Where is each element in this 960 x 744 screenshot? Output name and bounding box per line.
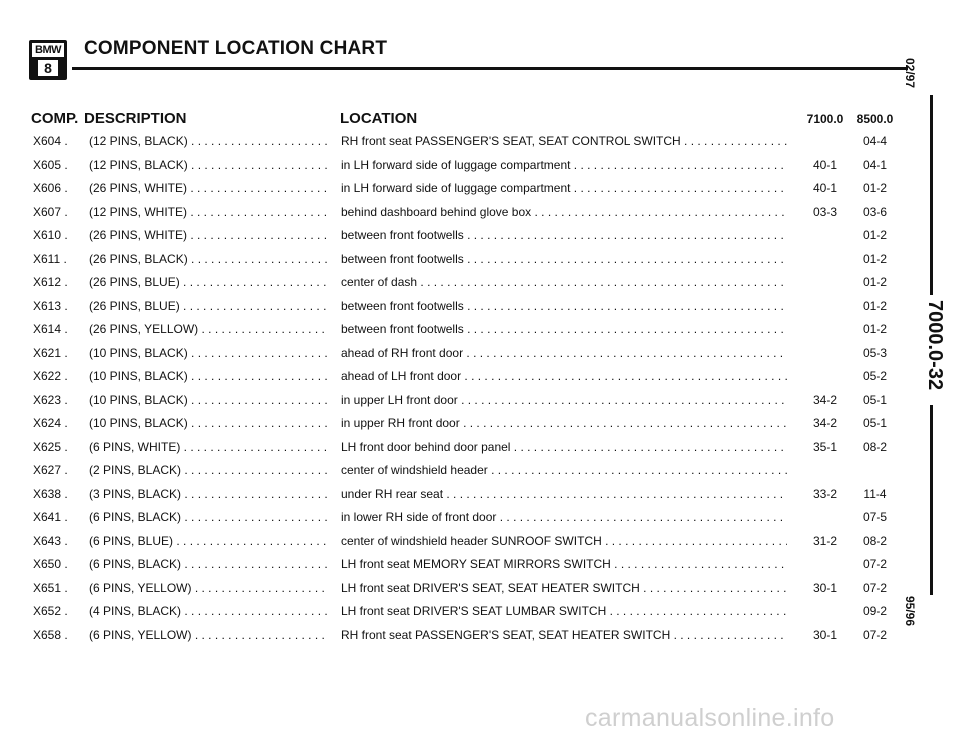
cell-7100: 31-2 [812, 533, 838, 548]
column-header-location: LOCATION [340, 110, 418, 127]
table-row [0, 577, 910, 601]
cell-comp: X625 . [33, 439, 68, 454]
table-row [0, 530, 910, 554]
column-header-comp: COMP. [31, 110, 79, 127]
table-row [0, 436, 910, 460]
cell-comp: X613 . [33, 298, 68, 313]
cell-7100: 40-1 [812, 157, 838, 172]
cell-8500: 05-1 [862, 416, 888, 430]
cell-location: between front footwells . . . [341, 224, 787, 248]
cell-8500: 05-2 [862, 369, 888, 383]
cell-comp: X611 . [33, 251, 67, 266]
cell-comp: X641 . [33, 510, 68, 524]
table-row [0, 295, 910, 319]
cell-location: RH front seat PASSENGER'S SEAT, SEAT HEATER SWITCH . . . [341, 624, 787, 648]
cell-8500: 04-4 [862, 134, 888, 148]
table-row [0, 506, 910, 530]
cell-location: ahead of RH front door . . . [341, 342, 787, 366]
cell-location: ahead of LH front door . . . [341, 365, 787, 389]
cell-8500: 11-4 [863, 486, 887, 501]
side-date-top: 02/97 [903, 58, 917, 89]
cell-comp: X607 . [33, 204, 68, 219]
cell-location: LH front seat DRIVER'S SEAT LUMBAR SWITCH . . . [341, 600, 787, 624]
table-row [0, 483, 910, 507]
cell-location: behind dashboard behind glove box . . . [341, 201, 787, 225]
cell-comp: X652 . [33, 604, 68, 618]
cell-description: (6 PINS, WHITE) . . . [89, 436, 329, 460]
cell-description: (10 PINS, BLACK) . . . [89, 389, 329, 413]
cell-8500: 05-1 [862, 392, 888, 407]
cell-location: in lower RH side of front door . . . [341, 506, 787, 530]
cell-comp: X650 . [33, 557, 68, 571]
bmw-logo [29, 40, 67, 80]
cell-7100: 40-1 [812, 181, 838, 195]
cell-description: (12 PINS, BLACK) . . . [89, 130, 329, 154]
cell-8500: 07-2 [862, 580, 888, 595]
table-row [0, 412, 910, 436]
cell-8500: 01-2 [862, 228, 888, 242]
side-date-bottom: 95/96 [903, 596, 917, 627]
cell-location: between front footwells . . . [341, 248, 787, 272]
cell-comp: X638 . [33, 486, 68, 501]
cell-7100: 34-2 [812, 416, 838, 430]
side-section-number: 7000.0-32 [924, 300, 946, 391]
cell-8500: 08-2 [862, 533, 888, 548]
table-row [0, 553, 910, 577]
cell-description: (10 PINS, BLACK) . . . [89, 342, 329, 366]
cell-description: (6 PINS, YELLOW) . . . [89, 577, 329, 601]
cell-location: in LH forward side of luggage compartment . . . [341, 177, 787, 201]
cell-8500: 08-2 [862, 439, 888, 454]
cell-location: between front footwells . . . [341, 295, 787, 319]
table-row [0, 154, 910, 178]
cell-comp: X622 . [33, 369, 68, 383]
table-row [0, 177, 910, 201]
cell-comp: X651 . [33, 580, 68, 595]
cell-description: (4 PINS, BLACK) . . . [89, 600, 329, 624]
table-row [0, 459, 910, 483]
table-row [0, 389, 910, 413]
cell-description: (26 PINS, WHITE) . . . [89, 224, 329, 248]
cell-8500: 05-3 [862, 345, 888, 360]
cell-description: (26 PINS, YELLOW) . . . [89, 318, 329, 342]
side-rule-top [930, 95, 933, 295]
cell-comp: X623 . [33, 392, 68, 407]
header-rule [72, 67, 908, 70]
cell-8500: 03-6 [862, 204, 888, 219]
cell-8500: 07-2 [862, 557, 888, 571]
cell-description: (6 PINS, BLUE) . . . [89, 530, 329, 554]
cell-description: (26 PINS, BLUE) . . . [89, 271, 329, 295]
cell-location: LH front seat DRIVER'S SEAT, SEAT HEATER SWITCH . . . [341, 577, 787, 601]
cell-location: in upper LH front door . . . [341, 389, 787, 413]
table-row [0, 271, 910, 295]
cell-8500: 04-1 [862, 157, 888, 172]
cell-description: (26 PINS, BLUE) . . . [89, 295, 329, 319]
cell-7100: 34-2 [812, 392, 838, 407]
table-row [0, 624, 910, 648]
cell-comp: X605 . [33, 157, 68, 172]
cell-location: LH front door behind door panel . . . [341, 436, 787, 460]
cell-location: RH front seat PASSENGER'S SEAT, SEAT CONTROL SWITCH . . . [341, 130, 787, 154]
cell-comp: X604 . [33, 134, 68, 148]
table-row [0, 600, 910, 624]
cell-comp: X643 . [33, 533, 68, 548]
cell-8500: 01-2 [862, 322, 888, 336]
cell-comp: X606 . [33, 181, 68, 195]
cell-description: (26 PINS, BLACK) . . . [89, 248, 329, 272]
cell-location: in upper RH front door . . . [341, 412, 787, 436]
table-row [0, 224, 910, 248]
cell-comp: X621 . [33, 345, 68, 360]
logo-brand-text: BMW [32, 43, 64, 57]
cell-8500: 09-2 [862, 604, 888, 618]
cell-8500: 07-2 [862, 627, 888, 642]
side-rule-bottom [930, 405, 933, 595]
cell-location: LH front seat MEMORY SEAT MIRRORS SWITCH . . . [341, 553, 787, 577]
cell-7100: 33-2 [812, 486, 838, 501]
watermark: carmanualsonline.info [585, 704, 835, 732]
table-row [0, 365, 910, 389]
cell-comp: X614 . [33, 322, 68, 336]
cell-8500: 01-2 [862, 181, 888, 195]
cell-comp: X612 . [33, 275, 68, 289]
column-header-7100: 7100.0 [806, 112, 844, 126]
column-header-8500: 8500.0 [856, 112, 894, 126]
page-title: COMPONENT LOCATION CHART [84, 38, 388, 59]
cell-description: (12 PINS, WHITE) . . . [89, 201, 329, 225]
cell-7100: 03-3 [812, 204, 838, 219]
cell-7100: 35-1 [812, 439, 838, 454]
table-row [0, 342, 910, 366]
cell-location: in LH forward side of luggage compartment . . . [341, 154, 787, 178]
table-row [0, 318, 910, 342]
table-row [0, 248, 910, 272]
cell-description: (6 PINS, YELLOW) . . . [89, 624, 329, 648]
cell-description: (6 PINS, BLACK) . . . [89, 506, 329, 530]
logo-series-text: 8 [38, 60, 58, 76]
cell-8500: 01-2 [862, 251, 888, 266]
cell-description: (12 PINS, BLACK) . . . [89, 154, 329, 178]
cell-7100: 30-1 [812, 627, 838, 642]
cell-description: (26 PINS, WHITE) . . . [89, 177, 329, 201]
cell-7100: 30-1 [812, 580, 838, 595]
table-row [0, 201, 910, 225]
cell-description: (2 PINS, BLACK) . . . [89, 459, 329, 483]
cell-comp: X624 . [33, 416, 68, 430]
cell-location: under RH rear seat . . . [341, 483, 787, 507]
cell-comp: X658 . [33, 627, 68, 642]
cell-8500: 07-5 [862, 510, 888, 524]
cell-description: (3 PINS, BLACK) . . . [89, 483, 329, 507]
table-row [0, 130, 910, 154]
cell-8500: 01-2 [862, 275, 888, 289]
column-header-description: DESCRIPTION [84, 110, 187, 127]
cell-location: center of dash . . . [341, 271, 787, 295]
cell-comp: X610 . [33, 228, 68, 242]
cell-comp: X627 . [33, 463, 68, 477]
component-table [0, 130, 910, 647]
cell-description: (10 PINS, BLACK) . . . [89, 412, 329, 436]
cell-location: between front footwells . . . [341, 318, 787, 342]
cell-location: center of windshield header . . . [341, 459, 787, 483]
cell-description: (6 PINS, BLACK) . . . [89, 553, 329, 577]
cell-description: (10 PINS, BLACK) . . . [89, 365, 329, 389]
cell-8500: 01-2 [862, 298, 888, 313]
cell-location: center of windshield header SUNROOF SWITCH . . . [341, 530, 787, 554]
